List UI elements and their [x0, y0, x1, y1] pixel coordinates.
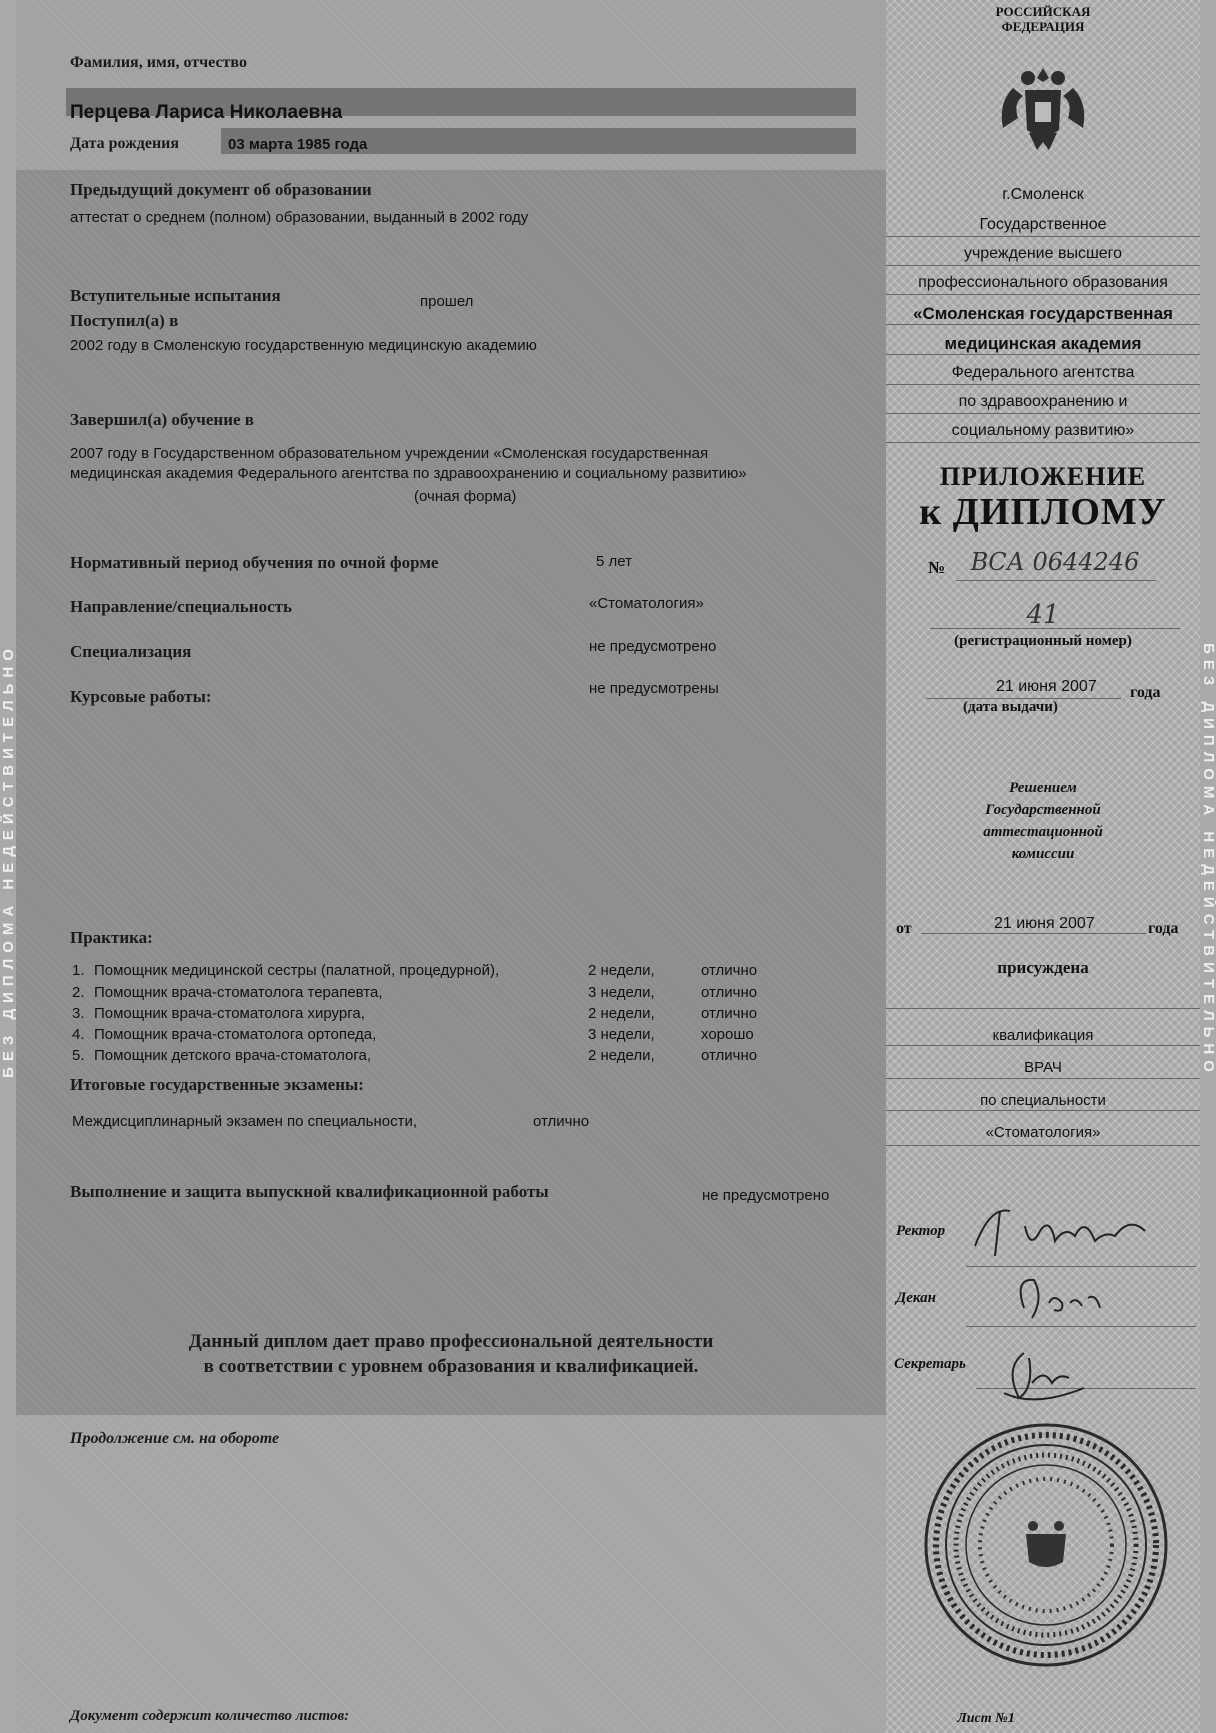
- coursework-label: Курсовые работы:: [70, 687, 212, 706]
- dean-label: Декан: [896, 1290, 936, 1306]
- agency-line-2: по здравоохранению и: [958, 393, 1128, 410]
- title-supplement: ПРИЛОЖЕНИЕ: [939, 462, 1147, 491]
- secretary-label: Секретарь: [894, 1356, 966, 1372]
- decision-line-4: комиссии: [1011, 846, 1075, 862]
- continued-note: Продолжение см. на обороте: [70, 1430, 280, 1447]
- practice-label: Практика:: [70, 928, 153, 947]
- practice-duration: 3 недели,: [588, 984, 655, 1001]
- specialty-label: по специальности: [980, 1092, 1106, 1109]
- completed-line-1: 2007 году в Государственном образовательном учреждении «Смоленская государственная: [70, 445, 709, 462]
- rights-line-2: в соответствии с уровнем образования и квалификацией.: [203, 1356, 699, 1377]
- completed-label: Завершил(а) обучение в: [70, 410, 254, 429]
- practice-num: 2.: [72, 984, 85, 1001]
- prev-doc-label: Предыдущий документ об образовании: [70, 180, 372, 199]
- practice-grade: отлично: [701, 962, 758, 979]
- practice-duration: 2 недели,: [588, 962, 655, 979]
- institution-name-line-2: медицинская академия: [944, 334, 1142, 353]
- practice-num: 1.: [72, 962, 85, 979]
- right-margin-text: БЕЗ ДИПЛОМА НЕДЕЙСТВИТЕЛЬНО: [1199, 642, 1216, 1078]
- specialization-label: Специализация: [70, 642, 192, 661]
- issue-date-suffix: года: [1130, 684, 1161, 701]
- admitted-value: 2002 году в Смоленскую государственную медицинскую академию: [70, 337, 537, 354]
- city: г.Смоленск: [1002, 186, 1084, 203]
- country-line-1: РОССИЙСКАЯ: [995, 4, 1091, 19]
- practice-name: Помощник врача-стоматолога хирурга,: [94, 1005, 365, 1022]
- issue-date: 21 июня 2007: [996, 678, 1097, 695]
- institution-line-3: профессионального образования: [918, 274, 1168, 291]
- country-line-2: ФЕДЕРАЦИЯ: [1001, 19, 1085, 34]
- decision-line-1: Решением: [1009, 780, 1077, 796]
- period-label: Нормативный период обучения по очной форме: [70, 553, 439, 572]
- qualification-value: ВРАЧ: [1024, 1059, 1062, 1076]
- issue-date-label: (дата выдачи): [963, 699, 1058, 715]
- specialty-value: «Стоматология»: [985, 1124, 1101, 1141]
- from-date: 21 июня 2007: [994, 915, 1095, 932]
- secretary-signature: [984, 1338, 1104, 1413]
- official-seal: [921, 1420, 1171, 1670]
- fio-label: Фамилия, имя, отчество: [70, 54, 247, 71]
- practice-num: 4.: [72, 1026, 85, 1043]
- entrance-value: прошел: [420, 293, 474, 310]
- sheets-count-label: Документ содержит количество листов:: [70, 1708, 350, 1724]
- right-margin-strip: [1200, 0, 1216, 1733]
- eagle-emblem-icon: [993, 58, 1093, 158]
- fio-value: Перцева Лариса Николаевна: [70, 102, 343, 123]
- agency-line-1: Федерального агентства: [951, 364, 1135, 381]
- direction-label: Направление/специальность: [70, 597, 292, 616]
- institution-line-1: Государственное: [979, 216, 1107, 233]
- number-prefix: №: [928, 558, 946, 577]
- awarded: присуждена: [997, 958, 1089, 977]
- practice-grade: отлично: [701, 984, 758, 1001]
- practice-name: Помощник врача-стоматолога терапевта,: [94, 984, 383, 1001]
- prev-doc-value: аттестат о среднем (полном) образовании, выданный в 2002 году: [70, 209, 529, 226]
- final-exam-grade: отлично: [533, 1113, 590, 1130]
- practice-duration: 2 недели,: [588, 1005, 655, 1022]
- title-to-diploma: к ДИПЛОМУ: [919, 491, 1167, 533]
- thesis-value: не предусмотрено: [702, 1187, 830, 1204]
- sheet-number: Лист №1: [957, 1711, 1015, 1726]
- from-suffix: года: [1148, 920, 1179, 937]
- admitted-label: Поступил(а) в: [70, 311, 179, 330]
- practice-duration: 2 недели,: [588, 1047, 655, 1064]
- dob-label: Дата рождения: [70, 135, 180, 152]
- direction-value: «Стоматология»: [589, 595, 704, 612]
- dob-value: 03 марта 1985 года: [228, 136, 368, 153]
- coursework-value: не предусмотрены: [589, 680, 719, 697]
- left-margin-text: БЕЗ ДИПЛОМА НЕДЕЙСТВИТЕЛЬНО: [0, 642, 17, 1078]
- rector-signature: [970, 1196, 1170, 1271]
- entrance-label: Вступительные испытания: [70, 286, 281, 305]
- final-exams-label: Итоговые государственные экзамены:: [70, 1075, 364, 1094]
- practice-grade: отлично: [701, 1047, 758, 1064]
- practice-grade: отлично: [701, 1005, 758, 1022]
- practice-num: 5.: [72, 1047, 85, 1064]
- practice-duration: 3 недели,: [588, 1026, 655, 1043]
- institution-name-line-1: «Смоленская государственная: [913, 304, 1173, 323]
- rights-line-1: Данный диплом дает право профессиональной деятельности: [188, 1331, 714, 1352]
- specialization-value: не предусмотрено: [589, 638, 717, 655]
- dean-signature: [1004, 1268, 1114, 1338]
- qualification-label: квалификация: [992, 1027, 1094, 1044]
- practice-name: Помощник медицинской сестры (палатной, процедурной),: [94, 962, 500, 979]
- diploma-number: ВСА 0644246: [970, 548, 1140, 576]
- left-margin-strip: [0, 0, 16, 1733]
- final-exam-name: Междисциплинарный экзамен по специальности,: [72, 1113, 418, 1130]
- practice-name: Помощник врача-стоматолога ортопеда,: [94, 1026, 377, 1043]
- completed-line-3: (очная форма): [414, 488, 517, 505]
- institution-line-2: учреждение высшего: [963, 245, 1123, 262]
- registration-number: 41: [1026, 600, 1060, 630]
- completed-line-2: медицинская академия Федерального агентства по здравоохранению и социальному развитию»: [70, 465, 747, 482]
- rector-label: Ректор: [896, 1223, 946, 1239]
- practice-grade: хорошо: [701, 1026, 754, 1043]
- main-content-area: [16, 0, 886, 1733]
- agency-line-3: социальному развитию»: [951, 422, 1135, 439]
- registration-label: (регистрационный номер): [954, 633, 1132, 649]
- practice-num: 3.: [72, 1005, 85, 1022]
- right-column: [886, 0, 1200, 1733]
- decision-line-3: аттестационной: [983, 824, 1103, 840]
- period-value: 5 лет: [596, 553, 632, 570]
- decision-line-2: Государственной: [985, 802, 1101, 818]
- from-prefix: от: [896, 920, 912, 937]
- practice-name: Помощник детского врача-стоматолога,: [94, 1047, 372, 1064]
- thesis-label: Выполнение и защита выпускной квалификационной работы: [70, 1182, 549, 1201]
